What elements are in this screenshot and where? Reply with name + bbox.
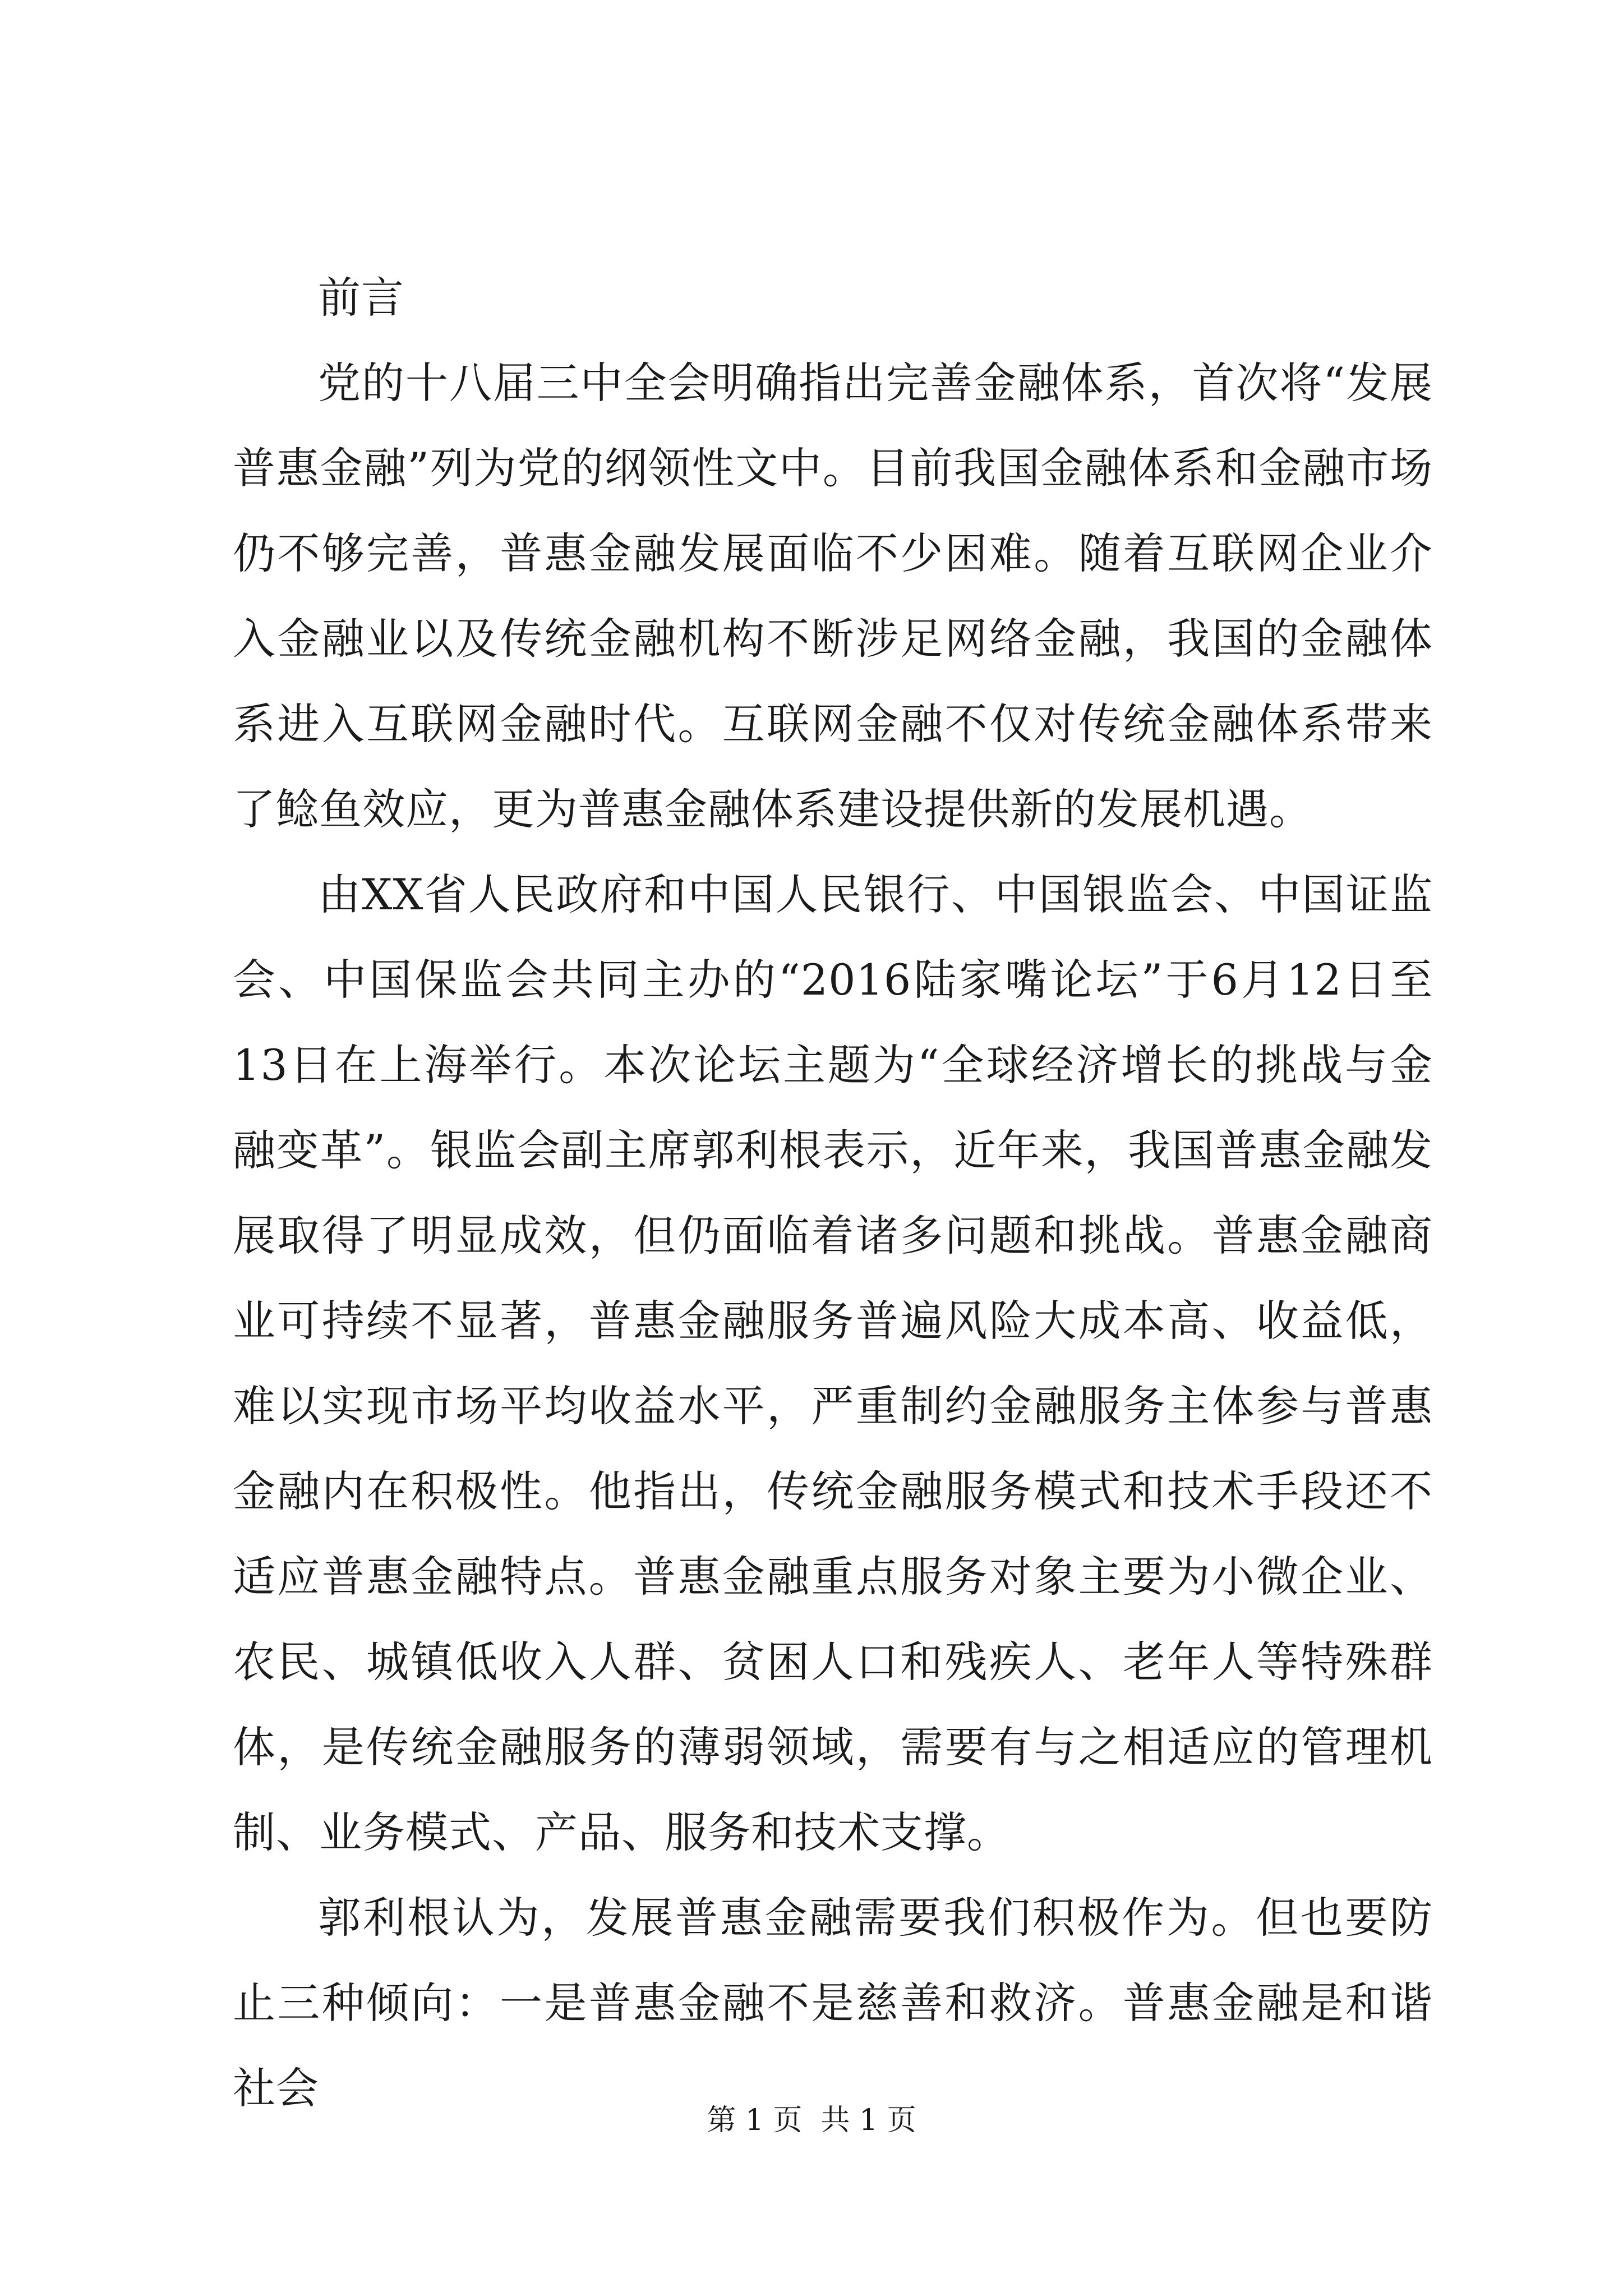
paragraph: 由XX省人民政府和中国人民银行、中国银监会、中国证监会、中国保监会共同主办的“2016陆家嘴论坛”于6月12日至13日在上海举行。本次论坛主题为“全球经济增长的挑战与金融变革”。银监会副主席郭利根表示，近年来，我国普惠金融发展取得了明显成效，但仍面临着诸多问题和挑战。普惠金融商业可持续不显著，普惠金融服务普遍风险大成本高、收益低，难以实现市场平均收益水平，严重制约金融服务主体参与普惠金融内在积极性。他指出，传统金融服务模式和技术手段还不适应普惠金融特点。普惠金融重点服务对象主要为小微企业、农民、城镇低收入人群、贫困人口和残疾人、老年人等特殊群体，是传统金融服务的薄弱领域，需要有与之相适应的管理机制、业务模式、产品、服务和技术支撑。	[233, 869, 1433, 1857]
paragraph: 党的十八届三中全会明确指出完善金融体系，首次将“发展普惠金融”列为党的纲领性文中。目前我国金融体系和金融市场仍不够完善，普惠金融发展面临不少困难。随着互联网企业介入金融业以及传统金融机构不断涉足网络金融，我国的金融体系进入互联网金融时代。互联网金融不仅对传统金融体系带来了鲶鱼效应，更为普惠金融体系建设提供新的发展机遇。	[233, 358, 1433, 834]
document-body	[233, 255, 1433, 2131]
paragraph: 郭利根认为，发展普惠金融需要我们积极作为。但也要防止三种倾向：一是普惠金融不是慈善和救济。普惠金融是和谐社会	[233, 1893, 1433, 2113]
section-heading: 前言	[318, 273, 404, 323]
page-number: 第 1 页 共 1 页	[707, 2104, 916, 2137]
page-footer	[0, 2101, 1623, 2140]
